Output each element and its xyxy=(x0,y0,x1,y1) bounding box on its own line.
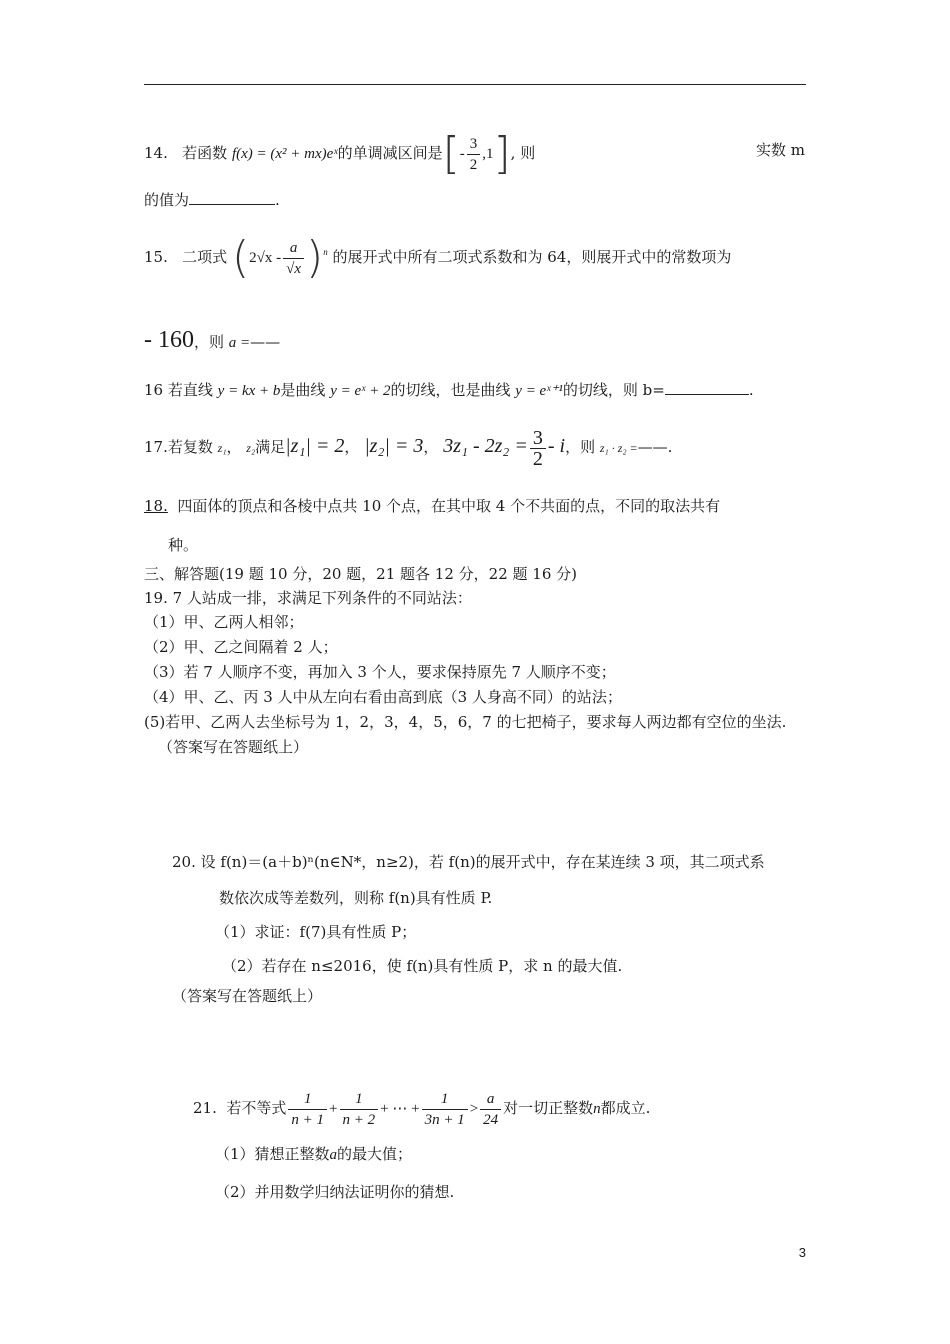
question-17 xyxy=(144,426,672,469)
question-21-item-1 xyxy=(215,1144,412,1165)
answer-note: （答案写在答题纸上） xyxy=(158,738,309,756)
question-number: 16 xyxy=(144,381,164,399)
fraction-numerator: 1 xyxy=(288,1089,327,1110)
question-text: 若不等式 xyxy=(226,1099,287,1117)
question-number: 18. xyxy=(144,497,168,515)
fraction-numerator: 1 xyxy=(422,1089,468,1110)
term-fraction-1 xyxy=(288,1089,327,1130)
fraction-denominator: 2 xyxy=(532,447,543,470)
question-14-tail: 实数 m xyxy=(756,141,805,159)
question-text: 的展开式中所有二项式系数和为 64，则展开式中的常数项为 xyxy=(332,248,732,266)
question-text: （1）猜想正整数 xyxy=(215,1145,330,1163)
fraction-numerator: a xyxy=(283,238,304,259)
right-paren: ) xyxy=(306,232,324,283)
question-19-item: （2）甲、乙之间隔着 2 人； xyxy=(144,638,338,656)
fraction-denominator: 3n + 1 xyxy=(424,1111,465,1128)
fraction-denominator: 24 xyxy=(483,1111,499,1128)
variable-a: a xyxy=(329,1147,338,1163)
condition-3-left: 3z₁ - 2z₂ = xyxy=(443,435,528,457)
left-paren: ( xyxy=(231,232,250,283)
question-text: 都成立. xyxy=(600,1099,651,1117)
question-18-line2: 种。 xyxy=(168,536,199,554)
question-text: . xyxy=(275,191,280,209)
curve-equation-1: y = eˣ + 2 xyxy=(330,383,391,399)
fraction-numerator: a xyxy=(480,1089,501,1110)
question-number: 17. xyxy=(144,438,168,456)
question-19-title: 19. 7 人站成一排，求满足下列条件的不同站法： xyxy=(144,589,472,607)
question-21-item-2: （2）并用数学归纳法证明你的猜想. xyxy=(215,1183,455,1201)
variable-n: n xyxy=(593,1101,601,1117)
question-text: 对一切正整数 xyxy=(503,1099,594,1117)
question-text: 的最大值； xyxy=(337,1145,413,1163)
question-text: ，则 xyxy=(194,333,225,351)
fraction-numerator: 3 xyxy=(467,134,481,155)
product-expression: z₁ · z₂ = xyxy=(599,441,638,455)
constant-term-value: - 160 xyxy=(144,327,194,353)
question-20-line1: 20. 设 f(n)＝(a＋b)ⁿ(n∈N*，n≥2)，若 f(n)的展开式中，存在某连续 3 项，其二项式系 xyxy=(172,853,765,871)
header-rule xyxy=(144,84,806,85)
exponent: n xyxy=(323,247,328,257)
question-number: 15. xyxy=(144,248,168,266)
fraction-numerator: 1 xyxy=(340,1089,379,1110)
question-19-item: （1）甲、乙两人相邻； xyxy=(144,613,304,631)
condition-1: |z₁| = 2 xyxy=(285,435,345,457)
question-16 xyxy=(144,380,754,401)
fraction-denominator: n + 2 xyxy=(342,1111,376,1128)
rhs-fraction xyxy=(480,1089,501,1130)
question-text: 是曲线 xyxy=(280,381,326,399)
function-expression: f(x) = (x² + mx)eˣ xyxy=(231,146,338,162)
variable-z1: z₁ xyxy=(217,441,227,455)
interval-sign: - xyxy=(459,146,465,162)
question-number: 14. xyxy=(144,144,168,162)
question-20-item: （1）求证：f(7)具有性质 P； xyxy=(215,923,417,941)
interval-fraction xyxy=(467,134,481,175)
right-bracket: ] xyxy=(493,128,511,179)
question-19-item: （4）甲、乙、丙 3 人中从左向右看由高到底（3 人身高不同）的站法； xyxy=(144,688,622,706)
fraction-denominator: 2 xyxy=(469,156,478,173)
page-number: 3 xyxy=(798,1245,806,1260)
question-text: ， xyxy=(226,438,242,456)
question-19-item: （3）若 7 人顺序不变，再加入 3 个人，要求保持原先 7 人顺序不变； xyxy=(144,663,616,681)
fraction-numerator: 3 xyxy=(530,428,546,449)
question-15 xyxy=(144,232,732,283)
question-text: ，则 xyxy=(565,438,596,456)
question-text: 若复数 xyxy=(167,438,213,456)
question-14-line2 xyxy=(144,190,280,210)
question-19-item: (5)若甲、乙两人去坐标号为 1，2，3，4，5，6，7 的七把椅子，要求每人两边都有空位的坐法. xyxy=(144,713,787,731)
question-18 xyxy=(144,496,720,516)
question-text: 满足 xyxy=(255,438,286,456)
term-fraction-2 xyxy=(340,1089,379,1130)
question-14 xyxy=(144,128,536,179)
answer-blank[interactable] xyxy=(189,190,275,205)
question-20-item: （2）若存在 n≤2016，使 f(n)具有性质 P，求 n 的最大值. xyxy=(222,957,623,975)
question-number: 21. xyxy=(193,1099,217,1117)
curve-equation-2: y = eˣ⁺¹ xyxy=(515,383,563,399)
question-text: 若直线 xyxy=(167,381,213,399)
line-equation: y = kx + b xyxy=(217,383,281,399)
question-text: 若函数 xyxy=(182,144,228,162)
question-text: , 则 xyxy=(510,144,536,162)
condition-2: |z₂| = 3 xyxy=(364,435,424,457)
question-text: 的切线，则 b= xyxy=(562,381,665,399)
answer-blank[interactable] xyxy=(665,380,749,395)
fraction-denominator: √x xyxy=(286,260,302,277)
question-text: 的单调减区间是 xyxy=(337,144,443,162)
question-text: . xyxy=(667,438,673,456)
greater-than-sign: > xyxy=(469,1101,479,1117)
question-21 xyxy=(193,1088,650,1130)
question-text: ， xyxy=(423,438,439,456)
ellipsis-sum: + ⋯ + xyxy=(380,1101,420,1117)
condition-3-fraction xyxy=(530,428,546,469)
term-fraction-3 xyxy=(422,1089,468,1130)
binomial-left: 2√x - xyxy=(249,250,282,266)
question-text: . xyxy=(748,381,754,399)
question-text: ， xyxy=(344,438,360,456)
question-20-line2: 数依次成等差数列，则称 f(n)具有性质 P. xyxy=(219,889,493,907)
binomial-fraction xyxy=(283,238,304,279)
left-bracket: [ xyxy=(442,128,460,179)
variable-a: a = xyxy=(228,335,251,351)
condition-3-right: - i xyxy=(547,435,566,457)
interval-right: ,1 xyxy=(482,146,494,162)
plus-sign: + xyxy=(329,1101,338,1117)
answer-blank[interactable]: —— xyxy=(637,438,668,456)
question-text: 二项式 xyxy=(182,248,228,266)
answer-note: （答案写在答题纸上） xyxy=(172,987,323,1005)
fraction-denominator: n + 1 xyxy=(291,1111,325,1128)
answer-blank[interactable]: —— xyxy=(250,333,281,351)
question-15-line2 xyxy=(144,327,281,353)
question-text: 的值为 xyxy=(144,191,190,209)
section-heading: 三、解答题(19 题 10 分，20 题，21 题各 12 分，22 题 16 分) xyxy=(144,565,577,583)
question-text: 四面体的顶点和各棱中点共 10 个点，在其中取 4 个不共面的点，不同的取法共有 xyxy=(177,497,721,515)
question-text: 的切线，也是曲线 xyxy=(390,381,511,399)
variable-z2: z₂ xyxy=(246,441,256,455)
